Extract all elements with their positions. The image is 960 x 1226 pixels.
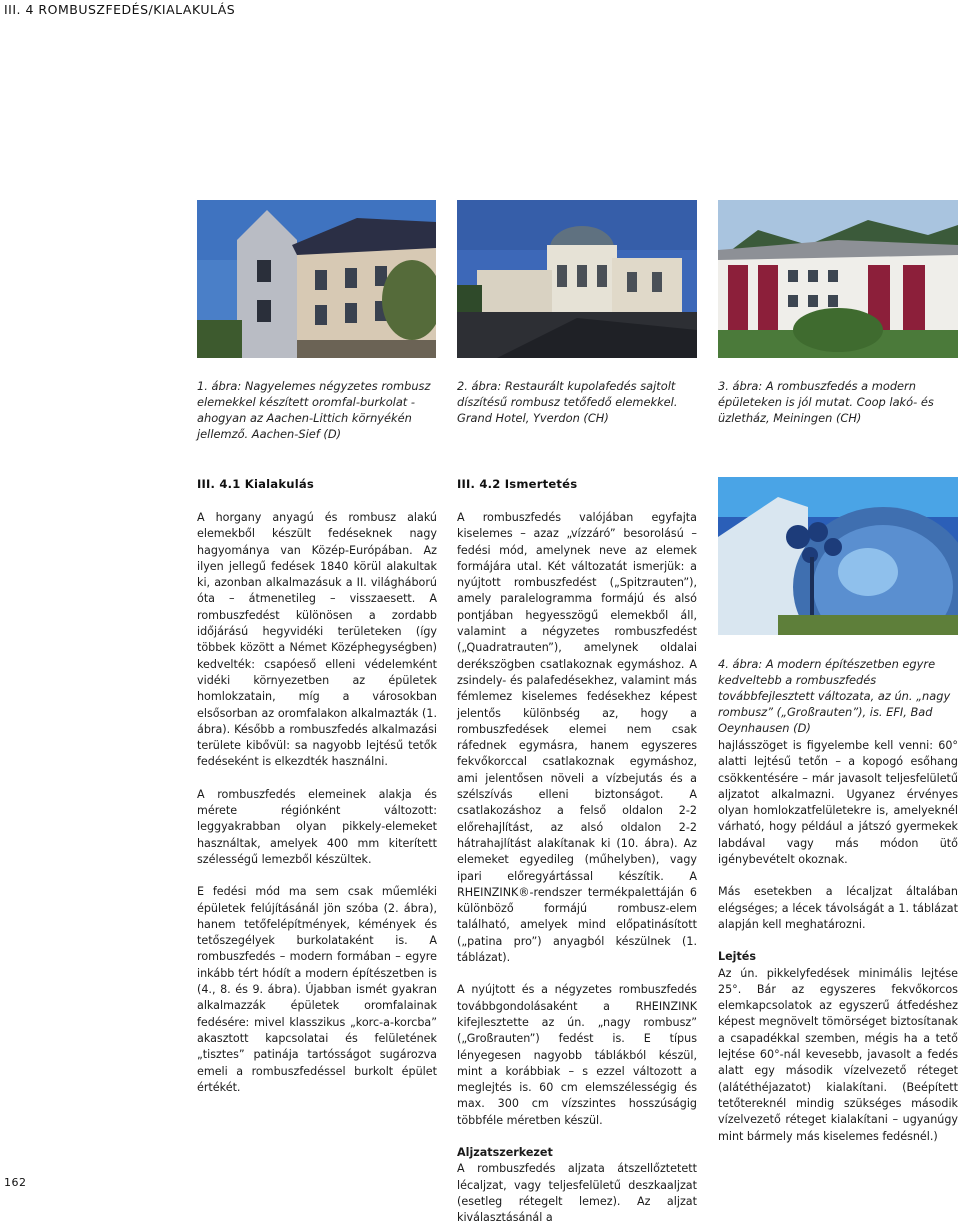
section-4-1-body: [197, 510, 437, 1112]
lejtes-text: Az ún. pikkelyfedések minimális lejtése 25°. Bár az egyszeres fekvőkorcos elemkapcsolatok az egyszerű átfedéshez képest megnövelt tömörséget biztosítanak a csapadékkal szemben, mégis ha a tető lejtése 60°-nál kevesebb, javasolt a fedés alatt egy második vízelvezető réteget (alátéthéjazatot) kialakítani. (Beépített tetőtereknél mindig szükséges második vízelvezető réteget kialakítani – ugyanúgy mint bármely más kiselemes fedésnél.): [718, 966, 958, 1143]
section-4-2-paragraph: A rombuszfedés valójában egyfajta kiselemes – azaz „vízzáró” besorolású – fedési mód, amelynek neve az elemek formájára utal. Két változatát ismerjük: a nyújtott rombuszfedést („Spitzrauten”), amely paralelogramma formájú és alsó pontjában hegyesszögű elemekből áll, valamint a négyzetes rombuszfedést („Quadratrauten”), amelynek oldalai derékszögben csatlakoznak egymáshoz. A zsindely- és palafedésekhez, valamint más fémlemez kiselemes fedésekhez képest jelentős különbség az, hogy a rombuszfedések elemei nem csak ráfednek egymásra, hanem egyszeres fekvőkorccal csatlakoznak egymáshoz, ami jelentősen növeli a vízbejutás és a szélszívás elleni biztonságot. A csatlakozáshoz a felső oldalon 2-2 előrehajlítást, az alsó oldalon 2-2 hátrahajlítást alakítanak ki (10. ábra). Az elemeket egyedileg (műhelyben), vagy ipari előregyártással készítik. A RHEINZINK®-rendszer termékpalettáján 6 különböző formájú rombusz-elem található, amelyek mind előpatinásított („patina pro”) anyagból készülnek (1. táblázat).: [457, 511, 697, 965]
lejtes-subheading: Lejtés: [718, 950, 756, 964]
figure-2-photo: [457, 200, 697, 358]
section-4-1-title: III. 4.1 Kialakulás: [197, 477, 314, 491]
aljzatszerkezet-text: A rombuszfedés aljzata átszellőztetett lécaljzat, vagy teljesfelületű deszkaaljzat (esetleg rétegelt lemez). Az aljzat kiválasztásánál a: [457, 1162, 697, 1225]
section-4-2-continued-paragraph: Más esetekben a lécaljzat általában elégséges; a lécek távolságát a 1. táblázat alapján kell meghatározni.: [718, 885, 958, 931]
section-4-2-continued-body: [718, 738, 958, 1145]
section-4-1-paragraph: A horgany anyagú és rombusz alakú elemekből készült fedéseknek nagy hagyománya van Közép-Európában. Az ilyen jellegű fedések 1840 körül alakultak ki, azonban alkalmazásuk a II. világháború óta – átmenetileg – visszaesett. A rombuszfedést különösen a zordabb időjárású hegyvidéki területeken (így többek között a Német Középhegységben) kedvelték: csapóeső elleni védelemként vidéki környezetben az épületek homlokzatain, míg a városokban elsősorban az oromfalakon alkalmazták (1. ábra). Később a rombuszfedés alkalmazási területe kibővül: sa nagyobb lejtésű tetők fedéseként is elkezdték használni.: [197, 511, 437, 769]
figure-4-caption: 4. ábra: A modern építészetben egyre kedveltebb a rombuszfedés továbbfejlesztett változata, az ún. „nagy rombusz” („Großrauten”), is. EFI, Bad Oeynhausen (D): [718, 657, 951, 735]
figure-1-caption: 1. ábra: Nagyelemes négyzetes rombusz elemekkel készített oromfal-burkolat - ahogyan az Aachen-Littich környékén jellemző. Aachen-Sief (D): [197, 379, 431, 441]
section-4-2-title: III. 4.2 Ismertetés: [457, 477, 578, 491]
figure-3-caption: 3. ábra: A rombuszfedés a modern épületeken is jól mutat. Coop lakó- és üzletház, Meiningen (CH): [718, 379, 934, 425]
figure-4-photo: [718, 477, 958, 635]
page-header-title: III. 4 ROMBUSZFEDÉS/KIALAKULÁS: [4, 2, 236, 17]
figure-3-photo: [718, 200, 958, 358]
section-4-1-paragraph: E fedési mód ma sem csak műemléki épületek felújításánál jön szóba (2. ábra), hanem tetőfelépítmények, kémények és tetőszegélyek burkolataként is. A rombuszfedés – modern formában – egyre inkább tért hódít a modern építészetben is (4., 8. és 9. ábra). Újabban ismét gyakran alkalmazzák épületek oromfalainak fedésére: mivel klasszikus „korc-a-korcba” akasztott kapcsolatai és felületének „tisztes” patinája tartósságot sugározva emeli a rombuszfedéssel burkolt épület értékét.: [197, 885, 437, 1094]
page-number: 162: [4, 1176, 27, 1189]
section-4-2-continued-paragraph: hajlásszöget is figyelembe kell venni: 60° alatti lejtésű tetőn – a kopogó esőhang csökkentésére – már javasolt teljesfelületű aljzatot alkalmazni. Ugyanez érvényes olyan homlokzatfelületekre is, amelyeknél várható, hogy például a játszó gyermekek labdával vagy más módon ütő igénybevételt okoznak.: [718, 739, 958, 867]
figure-1-photo: [197, 200, 436, 358]
aljzatszerkezet-subheading: Aljzatszerkezet: [457, 1145, 553, 1159]
section-4-1-paragraph: A rombuszfedés elemeinek alakja és mérete régiónként változott: leggyakrabban olyan pikkely-elemeket használtak, amelyek 400 mm kiterített szélességű lemezből készültek.: [197, 787, 437, 866]
section-4-2-body: [457, 510, 697, 1226]
figure-2-caption: 2. ábra: Restaurált kupolafedés sajtolt díszítésű rombusz tetőfedő elemekkel. Grand Hotel, Yverdon (CH): [457, 379, 678, 425]
section-4-2-paragraph: A nyújtott és a négyzetes rombuszfedés továbbgondolásaként a RHEINZINK kifejlesztette az ún. „nagy rombusz” („Großrauten”) fedést is. E típus lényegesen nagyobb táblákból készül, mint a korábbiak – s ezzel változott a meglejtés is. 60 cm elemszélességig és max. 300 cm vízszintes hosszúságig többféle méretben készül.: [457, 983, 697, 1127]
